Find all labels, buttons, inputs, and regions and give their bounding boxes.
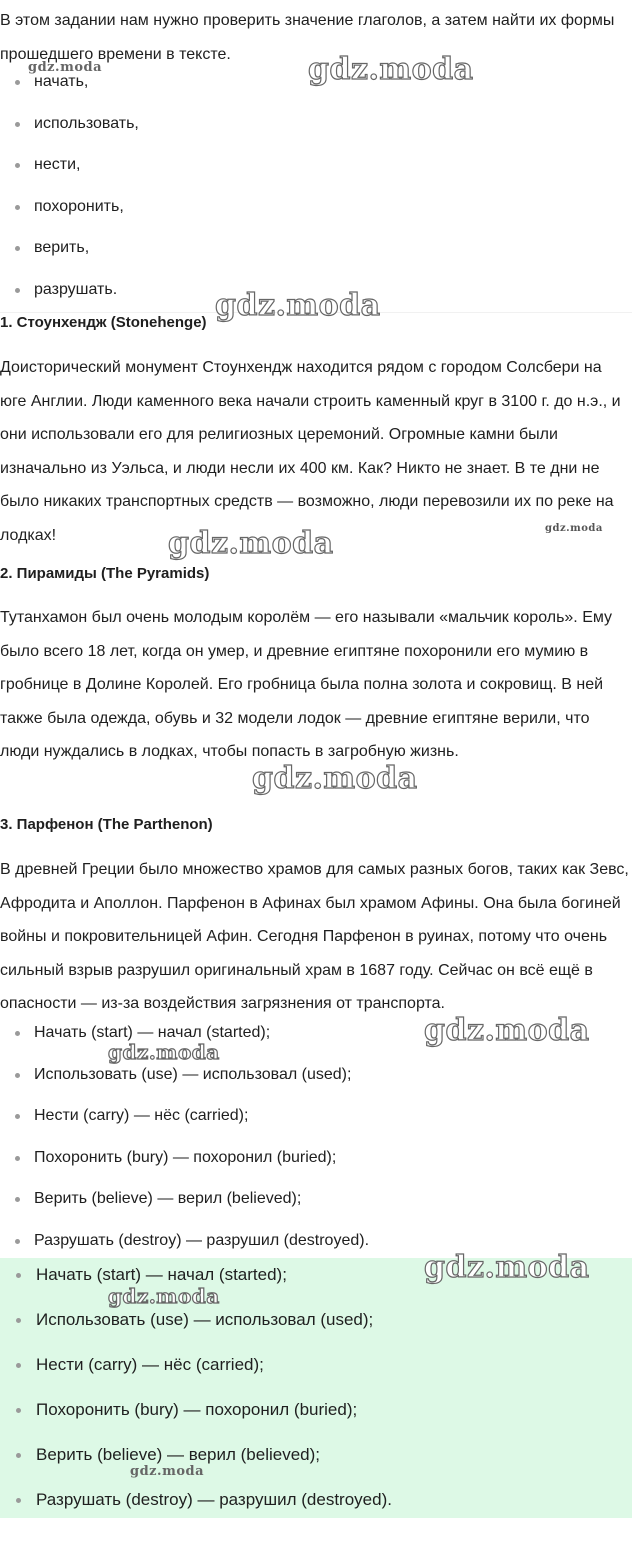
list-item: использовать, — [0, 112, 632, 154]
bullet-icon — [16, 1363, 21, 1368]
list-item: Использовать (use) — использовал (used); — [0, 1307, 632, 1352]
section-heading-stonehenge: 1. Стоунхендж (Stonehenge) — [0, 314, 207, 331]
list-item: похоронить, — [0, 195, 632, 237]
watermark-logo: gdz.moda — [130, 1464, 205, 1479]
bullet-icon — [16, 1453, 21, 1458]
list-item: Похоронить (bury) — похоронил (buried); — [0, 1146, 632, 1188]
watermark-logo: gdz.moda — [545, 523, 603, 534]
bullet-icon — [16, 1408, 21, 1413]
list-item: верить, — [0, 236, 632, 278]
intro-text: В этом задании нам нужно проверить значение глаголов, а затем найти их формы прошедшего времени в тексте. — [0, 12, 615, 63]
list-item: Верить (believe) — верил (believed); — [0, 1187, 632, 1229]
section-text-stonehenge: Доисторический монумент Стоунхендж находится рядом с городом Солсбери на юге Англии. Люди каменного века начали строить каменный круг в 3100 г. до н.э., и они использовали его для религиозных церемоний. Огромные камни были изначально из Уэльса, и люди несли их 400 км. Как? Никто не знает. В те дни не было никаких транспортных средств — возможно, люди перевозили их по реке на лодках! — [0, 359, 621, 544]
list-item: Использовать (use) — использовал (used); — [0, 1063, 632, 1105]
list-item: Начать (start) — начал (started); — [0, 1021, 632, 1063]
list-item: начать, — [0, 70, 632, 112]
watermark-logo: gdz.moda — [215, 288, 381, 323]
list-item: разрушать. — [0, 278, 632, 320]
watermark-logo: gdz.moda — [168, 526, 334, 561]
list-item: Разрушать (destroy) — разрушил (destroyed). — [0, 1229, 632, 1271]
highlighted-answer-list — [0, 1262, 632, 1532]
bullet-icon — [16, 1498, 21, 1503]
bullet-icon — [16, 1273, 21, 1278]
bullet-icon — [15, 1156, 20, 1161]
bullet-icon — [15, 1239, 20, 1244]
bullet-icon — [15, 163, 20, 168]
watermark-logo: gdz.moda — [108, 1040, 220, 1064]
bullet-icon — [15, 1114, 20, 1119]
bullet-icon — [15, 205, 20, 210]
bullet-icon — [15, 1031, 20, 1036]
bullet-icon — [15, 246, 20, 251]
list-item: Нести (carry) — нёс (carried); — [0, 1104, 632, 1146]
bullet-icon — [15, 80, 20, 85]
section-heading-parthenon: 3. Парфенон (The Parthenon) — [0, 816, 213, 833]
list-item: Нести (carry) — нёс (carried); — [0, 1352, 632, 1397]
verb-list — [0, 70, 632, 320]
bullet-icon — [15, 288, 20, 293]
watermark-logo: gdz.moda — [252, 761, 418, 796]
bullet-icon — [16, 1318, 21, 1323]
list-item: Начать (start) — начал (started); — [0, 1262, 632, 1307]
section-heading-pyramids: 2. Пирамиды (The Pyramids) — [0, 565, 210, 582]
watermark-logo: gdz.moda — [108, 1284, 220, 1308]
list-item: нести, — [0, 153, 632, 195]
list-item: Верить (believe) — верил (believed); — [0, 1442, 632, 1487]
bullet-icon — [15, 1073, 20, 1078]
list-item: Похоронить (bury) — похоронил (buried); — [0, 1397, 632, 1442]
answer-list — [0, 1021, 632, 1271]
section-text-pyramids: Тутанхамон был очень молодым королём — его называли «мальчик король». Ему было всего 18 лет, когда он умер, и древние египтяне похоронили его мумию в гробнице в Долине Королей. Его гробница была полна золота и сокровищ. В ней также была одежда, обувь и 32 модели лодок — древние египтяне верили, что люди нуждались в лодках, чтобы попасть в загробную жизнь. — [0, 609, 613, 761]
watermark-logo: gdz.moda — [424, 1250, 590, 1285]
watermark-logo: gdz.moda — [424, 1013, 590, 1048]
bullet-icon — [15, 1197, 20, 1202]
watermark-logo: gdz.moda — [308, 52, 474, 87]
watermark-logo: gdz.moda — [28, 60, 103, 75]
list-item: Разрушать (destroy) — разрушил (destroyed). — [0, 1487, 632, 1532]
section-text-parthenon: В древней Греции было множество храмов для самых разных богов, таких как Зевс, Афродита и Аполлон. Парфенон в Афинах был храмом Афины. Она была богиней войны и покровительницей Афин. Сегодня Парфенон в руинах, потому что очень сильный взрыв разрушил оригинальный храм в 1687 году. Сейчас он всё ещё в опасности — из-за воздействия загрязнения от транспорта. — [0, 861, 629, 1013]
divider — [0, 312, 632, 313]
bullet-icon — [15, 122, 20, 127]
